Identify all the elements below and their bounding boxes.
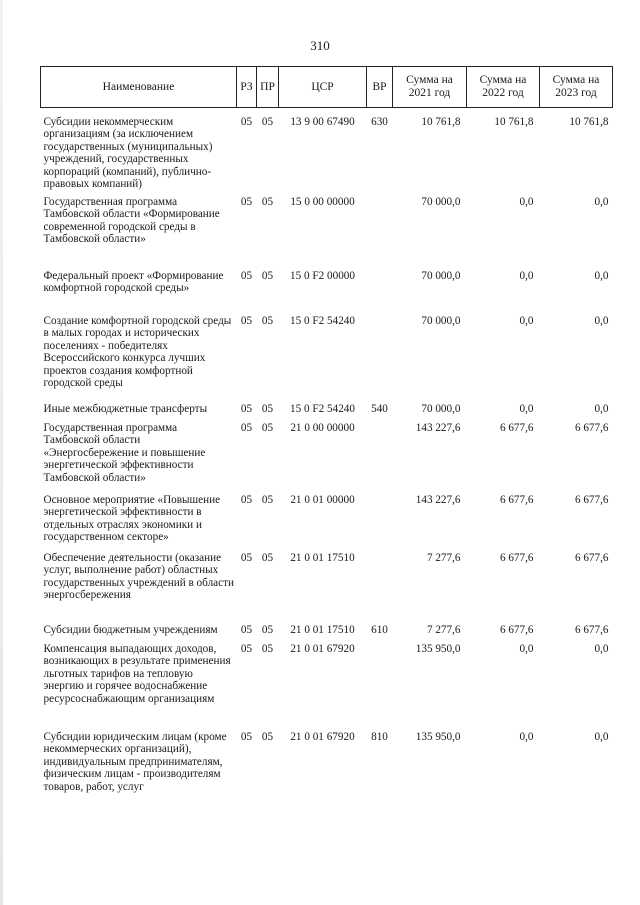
header-sum-2021: Сумма на 2021 год xyxy=(393,67,467,108)
row-sum-2023: 6 677,6 xyxy=(574,552,609,564)
row-name: Субсидии юридическим лицам (кроме некоммерческих организаций), индивидуальным предпринимателям, физическим лицам - производителям товаров, работ, услуг xyxy=(43,731,227,793)
scan-edge xyxy=(0,0,3,905)
row-sum-2023: 6 677,6 xyxy=(574,422,609,434)
row-sum-2021: 143 227,6 xyxy=(415,494,461,506)
table-row xyxy=(41,552,613,624)
row-sum-2021: 70 000,0 xyxy=(421,196,461,208)
row-pr: 05 xyxy=(261,116,274,128)
row-rz: 05 xyxy=(240,731,253,743)
row-pr: 05 xyxy=(261,196,274,208)
row-sum-2022: 0,0 xyxy=(519,270,534,282)
row-sum-2022: 0,0 xyxy=(519,731,534,743)
budget-table xyxy=(40,66,613,821)
row-sum-2022: 6 677,6 xyxy=(499,494,534,506)
table-row xyxy=(41,643,613,731)
table-row xyxy=(41,624,613,643)
row-vr xyxy=(367,315,393,403)
table-row xyxy=(41,403,613,422)
row-sum-2023: 0,0 xyxy=(594,731,609,743)
row-vr: 810 xyxy=(371,731,388,743)
row-rz: 05 xyxy=(240,403,253,415)
row-pr: 05 xyxy=(261,315,274,327)
row-name: Создание комфортной городской среды в малых городах и исторических поселениях - победителях Всероссийского конкурса лучших проектов создания комфортной городской среды xyxy=(43,315,232,390)
header-csr: ЦСР xyxy=(279,67,367,108)
row-sum-2021: 143 227,6 xyxy=(415,422,461,434)
row-csr: 13 9 00 67490 xyxy=(290,116,355,128)
row-vr xyxy=(367,552,393,624)
row-sum-2021: 135 950,0 xyxy=(415,731,461,743)
row-csr: 15 0 00 00000 xyxy=(290,196,355,208)
header-pr: ПР xyxy=(257,67,279,108)
row-rz: 05 xyxy=(240,196,253,208)
row-sum-2022: 6 677,6 xyxy=(499,624,534,636)
row-vr xyxy=(367,270,393,315)
table-row xyxy=(41,116,613,196)
table-row xyxy=(41,494,613,552)
header-name: Наименование xyxy=(41,67,237,108)
row-csr: 21 0 01 67920 xyxy=(290,643,355,655)
row-sum-2022: 0,0 xyxy=(519,403,534,415)
row-pr: 05 xyxy=(261,422,274,434)
header-vr: ВР xyxy=(367,67,393,108)
row-name: Обеспечение деятельности (оказание услуг, выполнение работ) областных государственных учреждений в области энергосбережения xyxy=(43,552,234,602)
row-sum-2021: 70 000,0 xyxy=(421,270,461,282)
row-vr xyxy=(367,422,393,494)
row-sum-2023: 10 761,8 xyxy=(569,116,609,128)
row-sum-2022: 0,0 xyxy=(519,315,534,327)
header-sum-2022: Сумма на 2022 год xyxy=(467,67,540,108)
row-name: Основное мероприятие «Повышение энергетической эффективности в отдельных отраслях экономики и государственном секторе» xyxy=(43,494,221,544)
row-name: Компенсация выпадающих доходов, возникающих в результате применения льготных тарифов на тепловую энергию и горячее водоснабжение ресурсоснабжающим организациям xyxy=(43,643,231,705)
table-row xyxy=(41,731,613,821)
row-vr xyxy=(367,494,393,552)
row-sum-2021: 135 950,0 xyxy=(415,643,461,655)
row-sum-2023: 6 677,6 xyxy=(574,494,609,506)
row-name: Иные межбюджетные трансферты xyxy=(43,403,208,415)
row-sum-2021: 7 277,6 xyxy=(426,624,461,636)
row-csr: 21 0 01 00000 xyxy=(290,494,355,506)
row-rz: 05 xyxy=(240,624,253,636)
row-name: Государственная программа Тамбовской области «Энергосбережение и повышение энергетической эффективности Тамбовской области» xyxy=(43,422,206,484)
row-name: Государственная программа Тамбовской области «Формирование современной городской среды в Тамбовской области» xyxy=(43,196,220,246)
row-csr: 15 0 F2 54240 xyxy=(290,315,355,327)
row-pr: 05 xyxy=(261,403,274,415)
row-sum-2023: 0,0 xyxy=(594,315,609,327)
row-pr: 05 xyxy=(261,731,274,743)
row-rz: 05 xyxy=(240,422,253,434)
row-sum-2022: 6 677,6 xyxy=(499,552,534,564)
row-sum-2021: 70 000,0 xyxy=(421,315,461,327)
row-pr: 05 xyxy=(261,643,274,655)
row-rz: 05 xyxy=(240,643,253,655)
row-csr: 21 0 01 17510 xyxy=(290,624,355,636)
row-rz: 05 xyxy=(240,116,253,128)
row-sum-2023: 0,0 xyxy=(594,403,609,415)
row-sum-2023: 0,0 xyxy=(594,643,609,655)
row-rz: 05 xyxy=(240,270,253,282)
row-vr: 540 xyxy=(371,403,388,415)
row-pr: 05 xyxy=(261,552,274,564)
row-rz: 05 xyxy=(240,315,253,327)
header-sum-2023: Сумма на 2023 год xyxy=(540,67,613,108)
table-header-row xyxy=(41,67,613,108)
row-pr: 05 xyxy=(261,270,274,282)
header-rz: РЗ xyxy=(237,67,257,108)
row-csr: 21 0 01 67920 xyxy=(290,731,355,743)
row-vr: 610 xyxy=(371,624,388,636)
row-sum-2022: 6 677,6 xyxy=(499,422,534,434)
row-sum-2022: 0,0 xyxy=(519,196,534,208)
row-vr: 630 xyxy=(371,116,388,128)
row-pr: 05 xyxy=(261,624,274,636)
row-sum-2021: 7 277,6 xyxy=(426,552,461,564)
row-rz: 05 xyxy=(240,552,253,564)
row-csr: 21 0 01 17510 xyxy=(290,552,355,564)
row-sum-2023: 0,0 xyxy=(594,196,609,208)
row-name: Субсидии некоммерческим организациям (за исключением государственных (муниципальных) учреждений, государственных корпораций (компаний), публично-правовых компаний) xyxy=(43,116,213,191)
row-rz: 05 xyxy=(240,494,253,506)
table-row xyxy=(41,270,613,315)
table-row xyxy=(41,422,613,494)
row-name: Федеральный проект «Формирование комфортной городской среды» xyxy=(43,270,224,295)
row-sum-2022: 10 761,8 xyxy=(494,116,534,128)
row-name: Субсидии бюджетным учреждениям xyxy=(43,624,218,636)
row-csr: 15 0 F2 54240 xyxy=(290,403,355,415)
row-sum-2021: 70 000,0 xyxy=(421,403,461,415)
page-number: 310 xyxy=(310,38,330,53)
row-pr: 05 xyxy=(261,494,274,506)
table-row xyxy=(41,315,613,403)
row-vr xyxy=(367,643,393,731)
row-sum-2021: 10 761,8 xyxy=(421,116,461,128)
row-sum-2023: 0,0 xyxy=(594,270,609,282)
row-sum-2022: 0,0 xyxy=(519,643,534,655)
row-csr: 15 0 F2 00000 xyxy=(290,270,355,282)
row-vr xyxy=(367,196,393,270)
row-csr: 21 0 00 00000 xyxy=(290,422,355,434)
table-row xyxy=(41,196,613,270)
row-sum-2023: 6 677,6 xyxy=(574,624,609,636)
